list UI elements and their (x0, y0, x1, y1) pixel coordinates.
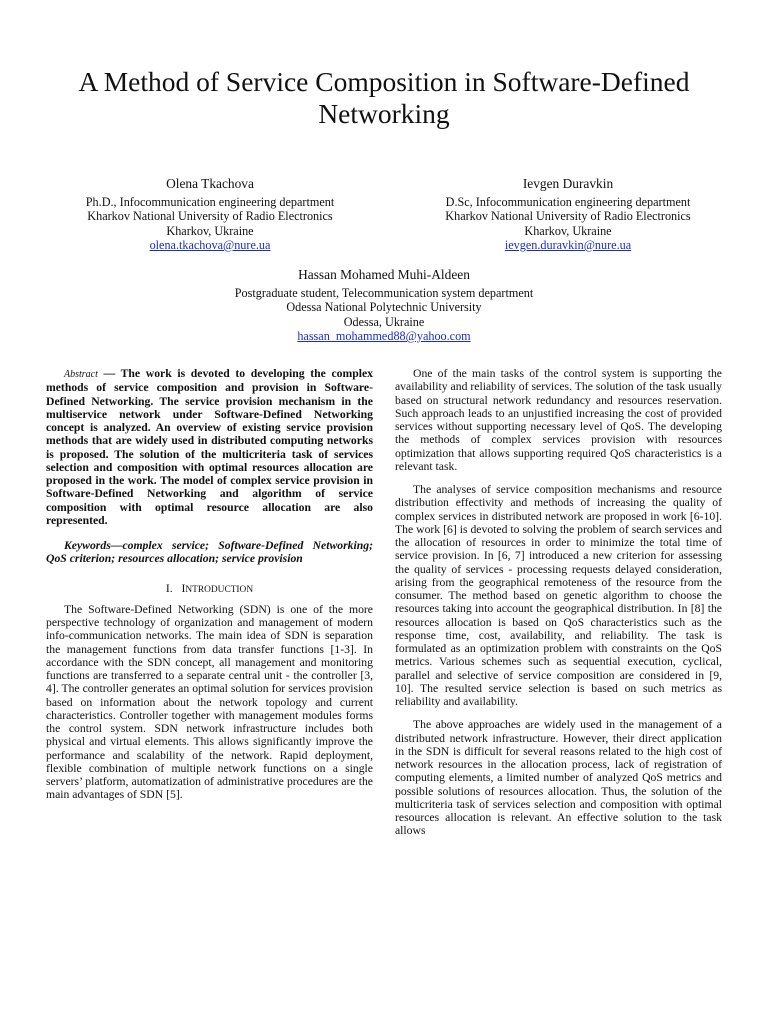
right-column (395, 367, 722, 848)
section-number: I. (165, 581, 173, 595)
author-block-3 (200, 268, 568, 344)
author-affiliation-line: Odessa National Polytechnic University (286, 300, 482, 314)
section-heading-introduction (46, 582, 373, 597)
abstract-paragraph (46, 367, 373, 527)
author-email-link[interactable]: olena.tkachova@nure.ua (149, 238, 271, 252)
author-affiliation-line: Postgraduate student, Telecommunication system department (234, 285, 534, 300)
author-block-2 (413, 177, 723, 253)
keywords-paragraph (46, 539, 373, 566)
author-affiliation-line: Kharkov, Ukraine (524, 223, 612, 238)
author-affiliation-line: Odessa, Ukraine (343, 314, 425, 329)
author-email-link[interactable]: ievgen.duravkin@nure.ua (504, 238, 632, 252)
author-email-link[interactable]: hassan_mohammed88@yahoo.com (297, 329, 471, 343)
author-name: Olena Tkachova (166, 176, 254, 191)
left-column (46, 367, 373, 812)
keywords-label: Keywords (64, 539, 111, 552)
section-title-initial: I (181, 581, 186, 595)
body-paragraph: The analyses of service composition mechanisms and resource distribution effectivity and methods of increasing the quality of complex services in distributed network are proposed in work [6-10]. The work [6] is devoted to solving the problem of search services and the allocation of resources in order to minimize the total time of service provision. In [6, 7] introduced a new criterion for assessing the quality of services - processing requests delayed consideration, arising from the geographical remoteness of the resource from the consumer. The method based on genetic algorithm to choose the resources taking into account the geographical distribution. In [8] the resources allocation is based on QoS characteristics such as the response time, cost, availability, and reliability. The task is formulated as an optimization problem with constraints on the QoS metrics. Various schemes such as sequential execution, cyclical, parallel and selective of service composition are considered in [9, 10]. The resulted service selection is based on such metrics as reliability and availability. (395, 483, 722, 708)
author-affiliation-line: Kharkov National University of Radio Electronics (445, 209, 691, 223)
body-paragraph: One of the main tasks of the control system is supporting the availability and reliability of services. The solution of the task usually based on structural network redundancy and resources reservation. Such approach leads to an unjustified increasing the cost of provided services without supporting necessary level of QoS. The developing the methods of complex services provision with resources optimization that allows supporting required QoS characteristics is a relevant task. (395, 367, 722, 473)
author-name: Hassan Mohamed Muhi-Aldeen (298, 267, 470, 282)
author-affiliation-line: D.Sc, Infocommunication engineering department (445, 194, 691, 209)
abstract-text: — The work is devoted to developing the complex methods of service composition and provision in Software-Defined Networking. The service provision mechanism in the multiservice network under Software-Defined Networking concept is analyzed. An overview of existing service provision methods that are widely used in distributed computing networks is proposed. The solution of the multicriteria task of services selection and composition with optimal resources allocation are proposed in the work. The model of complex service provision in Software-Defined Networking and algorithm of service composition with optimal resource allocation are also represented. (46, 367, 374, 527)
author-affiliation-line: Ph.D., Infocommunication engineering department (85, 194, 335, 209)
section-title-rest: NTRODUCTION (185, 584, 254, 595)
intro-paragraph: The Software-Defined Networking (SDN) is one of the more perspective technology of organization and management of modern info-communication networks. The main idea of SDN is separation the management functions from data transfer functions [1-3]. In accordance with the SDN concept, all management and monitoring functions are transferred to a separate central unit - the controller [3, 4]. The controller generates an optimal solution for services provision based on information about the network topology and current characteristics. Controller together with management modules forms the control system. SDN network infrastructure includes both physical and virtual elements. This allows significantly improve the performance and scalability of the network. Rapid deployment, flexible combination of multiple network functions on a single servers’ platform, automatization of administrative procedures are the main advantages of SDN [5]. (46, 602, 373, 802)
keywords-text: —complex service; Software-Defined Networking; QoS criterion; resources allocation; service provision (46, 539, 373, 566)
body-paragraph: The above approaches are widely used in the management of a distributed network infrastructure. However, their direct application in the SDN is difficult for several reasons related to the high cost of network resources in the allocation process, lack of registration of computing elements, a limited number of analyzed QoS metrics and possible solutions of resources allocation. Thus, the solution of the multicriteria task of services selection and composition with optimal resources allocation is relevant. An effective solution to the task allows (395, 718, 722, 838)
author-name: Ievgen Duravkin (522, 176, 614, 191)
abstract-label: Abstract (64, 369, 98, 380)
paper-title: A Method of Service Composition in Software-Defined Networking (78, 66, 690, 129)
author-affiliation-line: Kharkov National University of Radio Electronics (87, 209, 333, 223)
author-block-1 (55, 177, 365, 253)
author-affiliation-line: Kharkov, Ukraine (166, 223, 254, 238)
